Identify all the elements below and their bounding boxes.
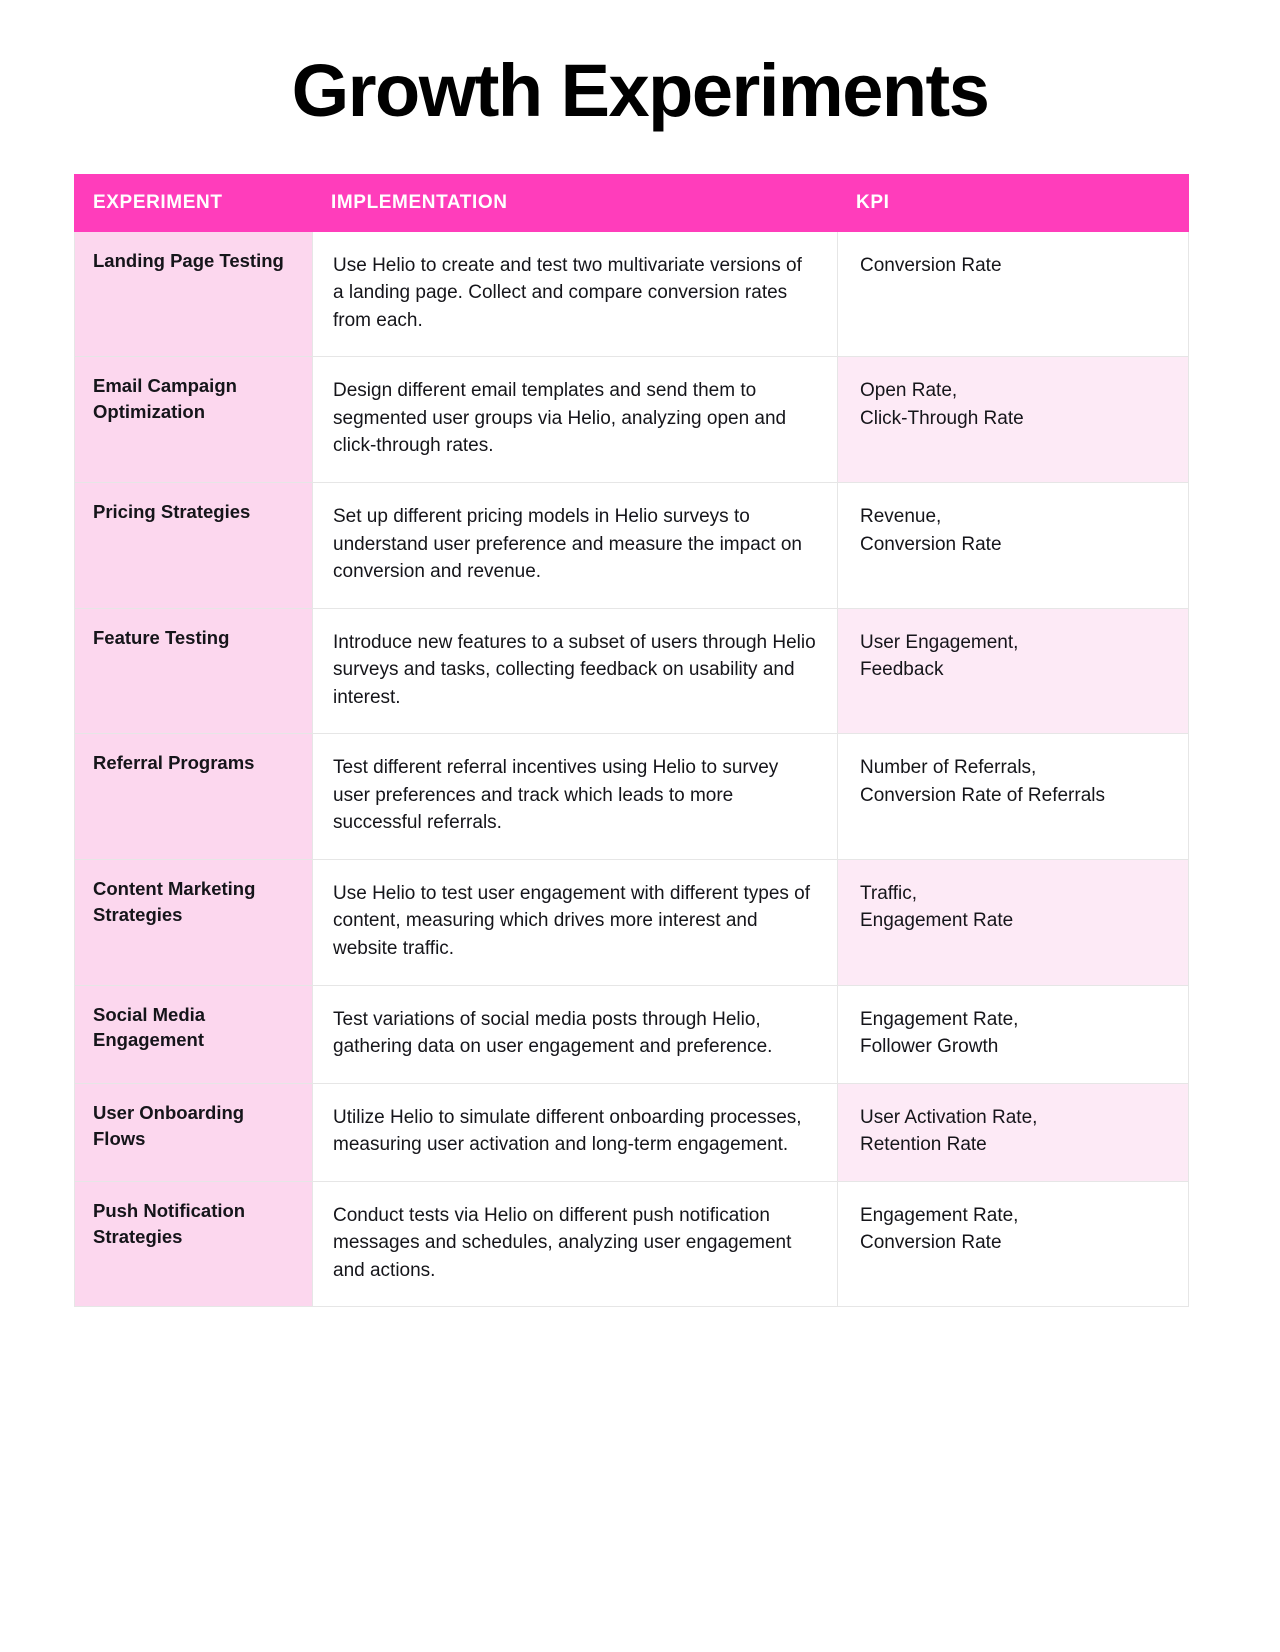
table-row <box>75 985 1189 1083</box>
kpi-line: Open Rate, <box>860 380 958 402</box>
kpi-line: Click-Through Rate <box>860 407 1024 429</box>
cell-implementation: Introduce new features to a subset of users through Helio surveys and tasks, collecting feedback on usability and interest. <box>313 608 838 734</box>
cell-kpi <box>838 985 1189 1083</box>
column-header-kpi: KPI <box>838 174 1189 231</box>
cell-implementation: Utilize Helio to simulate different onboarding processes, measuring user activation and long-term engagement. <box>313 1083 838 1181</box>
cell-implementation: Conduct tests via Helio on different push notification messages and schedules, analyzing user engagement and actions. <box>313 1181 838 1307</box>
kpi-line: Engagement Rate <box>860 910 1014 932</box>
kpi-line: Feedback <box>860 659 944 681</box>
column-header-experiment: EXPERIMENT <box>75 174 313 231</box>
cell-implementation: Use Helio to test user engagement with different types of content, measuring which drives more interest and website traffic. <box>313 859 838 985</box>
kpi-line: Engagement Rate, <box>860 1204 1019 1226</box>
column-header-implementation: IMPLEMENTATION <box>313 174 838 231</box>
cell-kpi <box>838 859 1189 985</box>
table-body <box>75 231 1189 1307</box>
table-row <box>75 1083 1189 1181</box>
kpi-line: Number of Referrals, <box>860 757 1037 779</box>
growth-experiments-table <box>74 174 1189 1308</box>
table-row <box>75 859 1189 985</box>
cell-experiment: Landing Page Testing <box>75 231 313 357</box>
cell-experiment: Content Marketing Strategies <box>75 859 313 985</box>
kpi-line: Conversion Rate <box>860 1232 1002 1254</box>
kpi-line: User Activation Rate, <box>860 1106 1038 1128</box>
cell-kpi <box>838 357 1189 483</box>
kpi-line: Retention Rate <box>860 1134 987 1156</box>
kpi-line: Traffic, <box>860 882 918 904</box>
cell-experiment: Email Campaign Optimization <box>75 357 313 483</box>
cell-implementation: Set up different pricing models in Helio surveys to understand user preference and measure the impact on conversion and revenue. <box>313 482 838 608</box>
cell-kpi <box>838 734 1189 860</box>
cell-experiment: Pricing Strategies <box>75 482 313 608</box>
cell-kpi <box>838 608 1189 734</box>
cell-experiment: Push Notification Strategies <box>75 1181 313 1307</box>
kpi-line: Follower Growth <box>860 1036 999 1058</box>
table-header-row <box>75 174 1189 231</box>
cell-implementation: Design different email templates and send them to segmented user groups via Helio, analyzing open and click-through rates. <box>313 357 838 483</box>
page-title: Growth Experiments <box>291 49 989 132</box>
table-row <box>75 231 1189 357</box>
kpi-line: Conversion Rate <box>860 254 1002 276</box>
cell-implementation: Test variations of social media posts through Helio, gathering data on user engagement and preference. <box>313 985 838 1083</box>
cell-kpi <box>838 231 1189 357</box>
kpi-line: Conversion Rate of Referrals <box>860 784 1105 806</box>
cell-kpi <box>838 1083 1189 1181</box>
growth-experiments-table-container <box>74 174 1188 1308</box>
cell-kpi <box>838 1181 1189 1307</box>
cell-experiment: User Onboarding Flows <box>75 1083 313 1181</box>
cell-implementation: Use Helio to create and test two multivariate versions of a landing page. Collect and compare conversion rates from each. <box>313 231 838 357</box>
table-row <box>75 734 1189 860</box>
cell-kpi <box>838 482 1189 608</box>
cell-experiment: Feature Testing <box>75 608 313 734</box>
kpi-line: User Engagement, <box>860 631 1019 653</box>
kpi-line: Revenue, <box>860 505 942 527</box>
table-row <box>75 1181 1189 1307</box>
cell-experiment: Referral Programs <box>75 734 313 860</box>
kpi-line: Engagement Rate, <box>860 1008 1019 1030</box>
document-page <box>0 49 1280 1652</box>
cell-experiment: Social Media Engagement <box>75 985 313 1083</box>
table-row <box>75 608 1189 734</box>
table-header <box>75 174 1189 231</box>
cell-implementation: Test different referral incentives using Helio to survey user preferences and track which leads to more successful referrals. <box>313 734 838 860</box>
kpi-line: Conversion Rate <box>860 533 1002 555</box>
table-row <box>75 357 1189 483</box>
table-row <box>75 482 1189 608</box>
